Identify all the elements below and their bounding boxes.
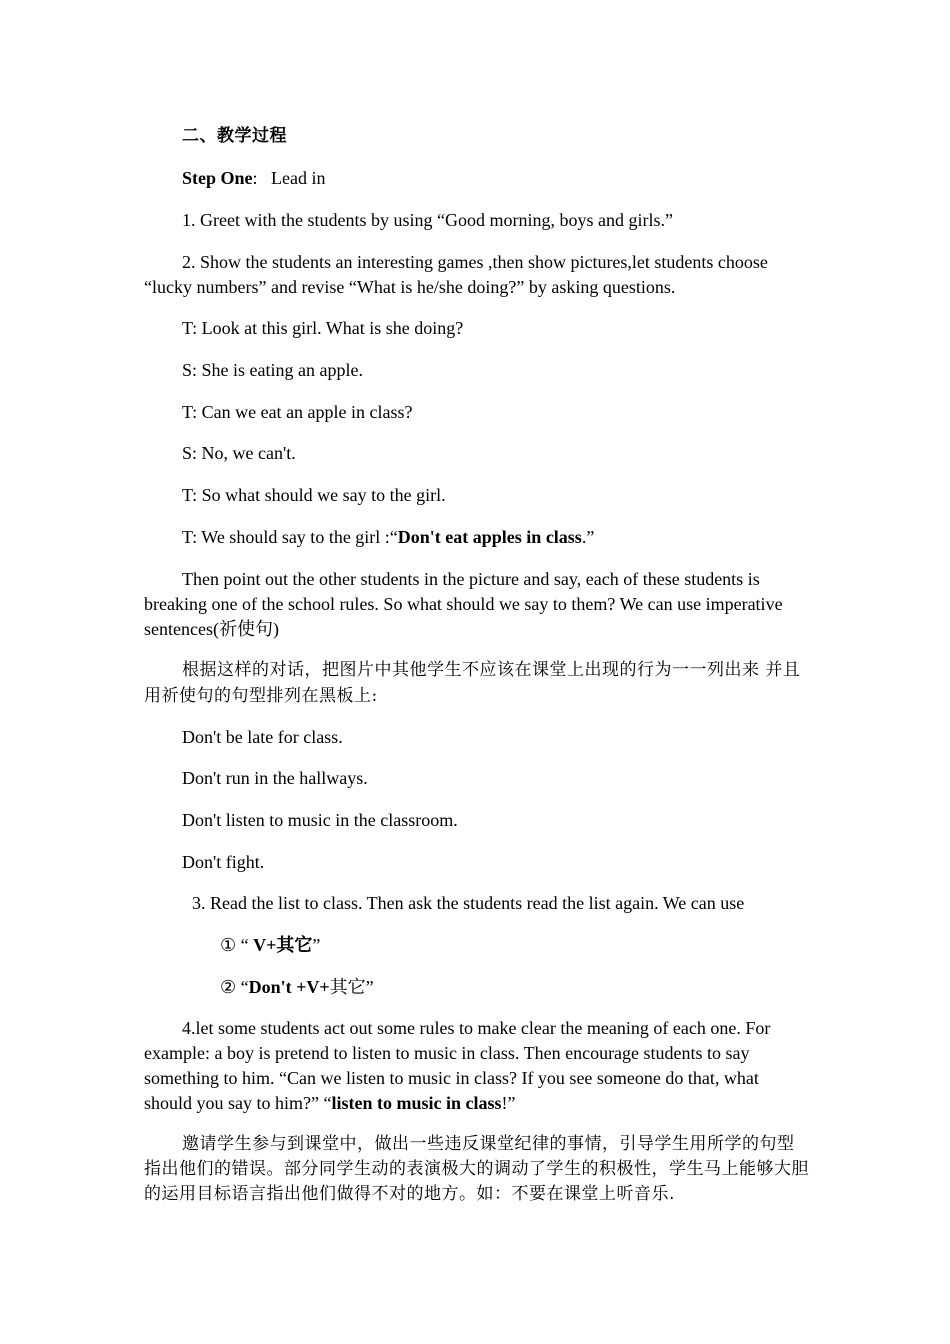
dialogue-line-2: S: She is eating an apple.	[182, 360, 363, 380]
we-should-suffix: .”	[581, 527, 595, 547]
then-point-paragraph: Then point out the other students in the picture and say, each of these students is breaking one of the school rules. So what should we say to them? We can use imperative sentences(祈使句)	[144, 569, 783, 639]
item-4-text: 4.let some students act out some rules to make clear the meaning of each one. For example: a boy is pretend to listen to music in class. Then encourage students to say something to him. “Can we listen to music in class? If you see someone do that, what should you say to him?” “	[144, 1018, 771, 1113]
dialogue-line-3: T: Can we eat an apple in class?	[182, 402, 413, 422]
we-should-prefix: T: We should say to the girl :“	[182, 527, 398, 547]
item-4-end: !”	[501, 1093, 516, 1113]
pattern-1-end: ”	[312, 935, 321, 955]
we-should-bold: Don't eat apples in class	[397, 527, 582, 547]
rule-4: Don't fight.	[182, 852, 265, 872]
item-4-bold: listen to music in class	[331, 1093, 502, 1113]
dialogue-line-5: T: So what should we say to the girl.	[182, 485, 446, 505]
pattern-2-end: ”	[365, 977, 374, 997]
rule-2: Don't run in the hallways.	[182, 768, 368, 788]
rule-3: Don't listen to music in the classroom.	[182, 810, 458, 830]
dialogue-line-4: S: No, we can't.	[182, 443, 296, 463]
chinese-paragraph-2: 邀请学生参与到课堂中，做出一些违反课堂纪律的事情，引导学生用所学的句型指出他们的错误。部分同学生动的表演极大的调动了学生的积极性，学生马上能够大胆的运用目标语言指出他们做得不对的地方。如：不要在课堂上听音乐.	[144, 1134, 809, 1204]
item-2: 2. Show the students an interesting games ,then show pictures,let students choose “lucky numbers” and revise “What is he/she doing?” by asking questions.	[144, 252, 768, 297]
pattern-1-bold: V+其它	[253, 935, 313, 955]
chinese-paragraph-1: 根据这样的对话，把图片中其他学生不应该在课堂上出现的行为一一列出来 并且用祈使句的句型排列在黑板上:	[144, 660, 801, 706]
pattern-2-bold: Don't +V+	[248, 977, 330, 997]
step-one-heading	[144, 166, 810, 191]
pattern-2-num: ② “	[220, 977, 249, 997]
pattern-2	[144, 975, 810, 1000]
pattern-2-plain: 其它	[329, 977, 366, 997]
dialogue-line-6	[144, 525, 810, 550]
item-1: 1. Greet with the students by using “Good morning, boys and girls.”	[182, 210, 673, 230]
dialogue-line-1: T: Look at this girl. What is she doing?	[182, 318, 464, 338]
item-3: 3. Read the list to class. Then ask the students read the list again. We can use	[192, 893, 745, 913]
step-label: Step One	[182, 168, 253, 188]
section-heading: 二、教学过程	[182, 126, 287, 146]
step-sep: :	[252, 168, 258, 188]
step-title: Lead in	[271, 168, 326, 188]
pattern-1	[144, 933, 810, 958]
rule-1: Don't be late for class.	[182, 727, 343, 747]
pattern-1-num: ① “	[220, 935, 254, 955]
item-4	[144, 1016, 810, 1116]
